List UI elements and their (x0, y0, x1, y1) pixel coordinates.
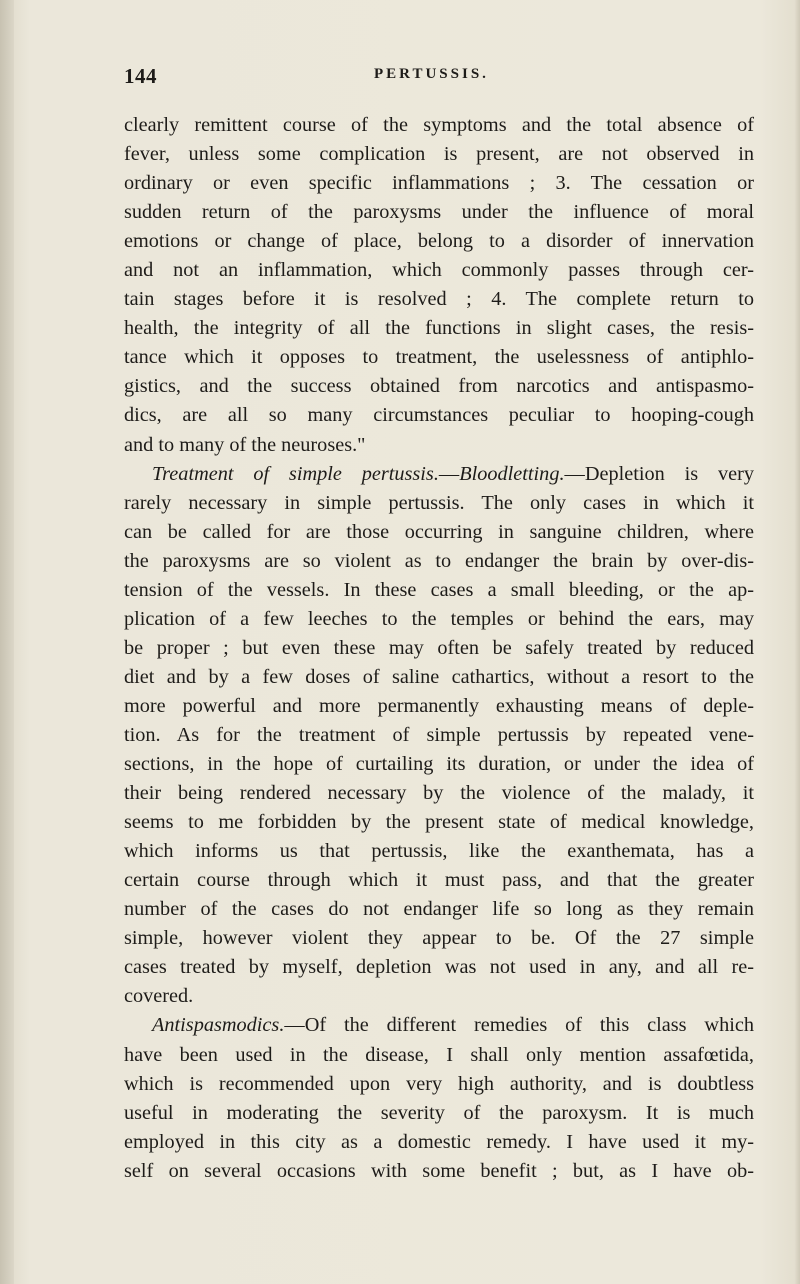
text-line (124, 1128, 754, 1157)
text-line (124, 895, 754, 924)
text-line (124, 547, 754, 576)
text-line (124, 1011, 754, 1040)
text-segment: health, the integrity of all the functions in slight cases, the resis- (124, 317, 754, 340)
page-number: 144 (124, 64, 157, 88)
text-segment: tain stages before it is resolved ; 4. The complete return to (124, 288, 754, 311)
text-segment: —Of the different remedies of this class which (284, 1014, 754, 1037)
text-line (124, 779, 754, 808)
text-segment: number of the cases do not endanger life so long as they remain (124, 898, 754, 921)
text-segment: more powerful and more permanently exhausting means of deple- (124, 694, 754, 717)
text-line (124, 489, 754, 518)
text-segment: tance which it opposes to treatment, the uselessness of antiphlo- (124, 346, 754, 369)
text-line (124, 314, 754, 343)
text-segment: clearly remittent course of the symptoms and the total absence of (124, 114, 754, 136)
text-segment: certain course through which it must pass, and that the greater (124, 869, 754, 892)
text-line (124, 227, 754, 256)
text-segment: rarely necessary in simple pertussis. The only cases in which it (124, 491, 754, 514)
text-segment: have been used in the disease, I shall only mention assafœtida, (124, 1043, 754, 1066)
text-line (124, 692, 754, 721)
text-line (124, 866, 754, 895)
text-line (124, 140, 754, 169)
text-segment: — (438, 462, 460, 485)
text-segment: and to many of the neuroses." (124, 433, 366, 456)
text-line (124, 518, 754, 547)
text-line (124, 953, 754, 982)
text-segment: emotions or change of place, belong to a disorder of innervation (124, 230, 754, 253)
text-segment: fever, unless some complication is present, are not observed in (124, 143, 754, 166)
text-line (124, 982, 754, 1011)
text-line (124, 460, 754, 489)
text-line (124, 372, 754, 401)
text-line (124, 605, 754, 634)
text-line (124, 1099, 754, 1128)
text-segment: can be called for are those occurring in sanguine children, where (124, 520, 754, 543)
italic-heading-segment: Treatment of simple pertussis. (152, 462, 439, 485)
text-segment: tion. As for the treatment of simple pertussis by repeated vene- (124, 723, 754, 746)
text-line (124, 285, 754, 314)
text-segment: cases treated by myself, depletion was not used in any, and all re- (124, 956, 754, 979)
text-segment: tension of the vessels. In these cases a small bleeding, or the ap- (124, 578, 754, 601)
text-line (124, 1157, 754, 1186)
text-segment: seems to me forbidden by the present state of medical knowledge, (124, 811, 754, 834)
text-line (124, 634, 754, 663)
text-line (124, 663, 754, 692)
text-line (124, 198, 754, 227)
page-header (124, 64, 754, 94)
italic-heading-segment: Bloodletting. (459, 462, 565, 485)
text-line (124, 343, 754, 372)
text-line (124, 924, 754, 953)
text-line (124, 721, 754, 750)
text-line (124, 808, 754, 837)
text-segment: simple, however violent they appear to be. Of the 27 simple (124, 927, 754, 950)
text-segment: sections, in the hope of curtailing its duration, or under the idea of (124, 753, 754, 776)
text-segment: plication of a few leeches to the temples or behind the ears, may (124, 607, 754, 630)
text-line (124, 111, 754, 140)
text-segment: covered. (124, 985, 194, 1008)
text-segment: be proper ; but even these may often be safely treated by reduced (124, 636, 754, 659)
text-line (124, 256, 754, 285)
text-segment: the paroxysms are so violent as to endanger the brain by over-dis- (124, 549, 754, 572)
text-segment: which informs us that pertussis, like the exanthemata, has a (124, 840, 754, 863)
text-segment: useful in moderating the severity of the paroxysm. It is much (124, 1101, 754, 1124)
text-segment: gistics, and the success obtained from narcotics and antispasmo- (124, 375, 754, 398)
text-line (124, 431, 754, 460)
text-line (124, 401, 754, 430)
text-segment: self on several occasions with some benefit ; but, as I have ob- (124, 1159, 754, 1182)
page-binding-edge (0, 0, 14, 1284)
text-line (124, 576, 754, 605)
text-segment: dics, are all so many circumstances peculiar to hooping-cough (124, 404, 754, 427)
text-segment: sudden return of the paroxysms under the influence of moral (124, 201, 754, 224)
text-segment: diet and by a few doses of saline cathartics, without a resort to the (124, 665, 754, 688)
text-line (124, 169, 754, 198)
text-line (124, 1070, 754, 1099)
text-segment: employed in this city as a domestic remedy. I have used it my- (124, 1130, 754, 1153)
page-right-edge (794, 0, 800, 1284)
text-line (124, 837, 754, 866)
text-segment: their being rendered necessary by the violence of the malady, it (124, 782, 754, 805)
text-segment: —Depletion is very (564, 462, 754, 485)
body-text (124, 111, 754, 1186)
italic-heading-segment: Antispasmodics. (152, 1014, 285, 1037)
text-segment: ordinary or even specific inflammations ; 3. The cessation or (124, 172, 754, 195)
running-head: PERTUSSIS. (374, 66, 489, 82)
text-line (124, 750, 754, 779)
text-line (124, 1041, 754, 1070)
text-segment: and not an inflammation, which commonly passes through cer- (124, 259, 754, 282)
text-segment: which is recommended upon very high authority, and is doubtless (124, 1072, 754, 1095)
